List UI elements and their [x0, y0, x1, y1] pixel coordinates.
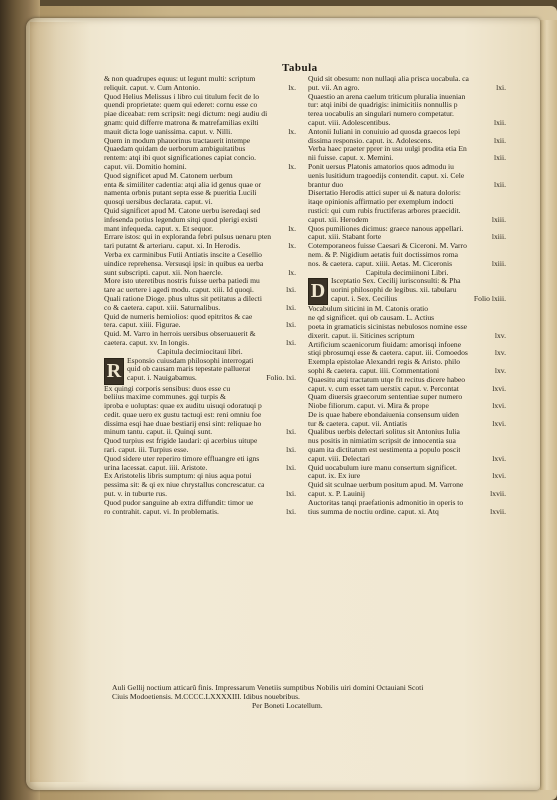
- folio-reference: lx.: [288, 162, 296, 171]
- entry-text: Quam diuersis graecorum sententiae super numero: [308, 393, 463, 402]
- entry-text: uorini philosophi de legibus. xii. tabularu: [331, 286, 457, 295]
- page-stack-edge: [540, 20, 557, 790]
- entry-text: Isceptatio Sex. Cecilij iurisconsulti: & Pha: [331, 277, 461, 286]
- folio-reference: lxi.: [286, 446, 296, 455]
- entry-text: quid ob causam maris tepestate palluerat: [127, 365, 251, 374]
- index-entry-line: [104, 277, 296, 286]
- entry-text: Quid. M. Varro in herrois uersibus obseruauerit &: [104, 330, 256, 339]
- index-entry-line: [308, 376, 506, 385]
- entry-text: Vocabulum siticini in M. Catonis oratio: [308, 305, 429, 314]
- index-entry-line: [104, 128, 296, 137]
- entry-text: Disertatio Herodis attici super ui & natura doloris:: [308, 189, 461, 198]
- index-entry-line: [104, 260, 296, 269]
- index-entry-line: [104, 286, 296, 295]
- index-entry-line: [308, 145, 506, 154]
- index-entry-line: [308, 393, 506, 402]
- index-entry-line: [308, 481, 506, 490]
- index-entry-line: [104, 110, 296, 119]
- folio-reference: lxi.: [286, 428, 296, 437]
- entry-text: gnam: quid differre matrona & matrefamilias exilti: [104, 118, 259, 127]
- entry-text: Quos pumiliones dicimus: graece nanous appellari.: [308, 224, 464, 233]
- index-entry-line: [104, 93, 296, 102]
- entry-text: infesenda potius legendum sitqi quod plerigi existi: [104, 215, 258, 224]
- index-entry-line: [104, 304, 296, 313]
- index-entry-line: [104, 464, 296, 473]
- index-entry-line: [308, 455, 506, 464]
- entry-text: reliquit. caput. v. Cum Antonio.: [104, 83, 201, 92]
- folio-reference: lxiii.: [491, 215, 506, 224]
- entry-text: Quid uocabulum iure manu consertum significet.: [308, 463, 457, 472]
- entry-text: nus positis in nimiatim scripsit de innocentia sua: [308, 437, 456, 446]
- entry-text: Qualibus uerbis delectari solitus sit Antonius Iulia: [308, 428, 460, 437]
- entry-text: Errare istos: qui in exploranda febri pulsus uenaru pten: [104, 233, 272, 242]
- index-entry-line: [104, 446, 296, 455]
- entry-text: rustici: qui cum rubis fructiferas arbores praecidit.: [308, 206, 461, 215]
- index-entry-line: [104, 481, 296, 490]
- index-entry-line: [104, 490, 296, 499]
- index-entry-line: [104, 233, 296, 242]
- entry-text: rentem: atqi ibi quot significationes capiat concio.: [104, 154, 257, 163]
- folio-reference: lxvi.: [492, 454, 506, 463]
- entry-text: Quaestio an arena caelum triticum pluralia inuenian: [308, 92, 466, 101]
- index-entry-line: [127, 357, 296, 366]
- folio-reference: lxii.: [493, 180, 506, 189]
- folio-reference: lxii.: [493, 118, 506, 127]
- entry-text: caput. x. P. Lauinij: [308, 490, 365, 499]
- entry-text: beliius maxime communes. gqi turpis &: [104, 393, 226, 402]
- index-entry-line: [308, 411, 506, 420]
- index-entry-line: [308, 163, 506, 172]
- entry-text: tari putatnt & arteriaru. caput. xi. In Herodis.: [104, 242, 241, 251]
- entry-text: quam ita dictitatum est uestimenta a populo poscit: [308, 446, 461, 455]
- folio-reference: lxii.: [493, 154, 506, 163]
- folio-reference: lx.: [288, 127, 296, 136]
- entry-text: quendi proprietate: quem qui ederet: cornu esse co: [104, 101, 258, 110]
- initial-block: [308, 277, 506, 305]
- index-entry-line: [104, 269, 296, 278]
- index-entry-line: [308, 93, 506, 102]
- index-entry-line: [308, 323, 506, 332]
- entry-text: caput. xii. Herodem: [308, 215, 369, 224]
- entry-text: ne qd significet. qui ob causam. L. Actius: [308, 314, 435, 323]
- index-entry-line: [331, 286, 506, 295]
- index-entry-line: [308, 110, 506, 119]
- index-entry-line: [104, 508, 296, 517]
- index-entry-line: [104, 402, 296, 411]
- index-entry-line: [308, 332, 506, 341]
- index-entry-line: [308, 101, 506, 110]
- entry-text: tare ac uertere i agedi modu. caput. xiii. Id quoqi.: [104, 286, 254, 295]
- folio-reference: lxi.: [286, 338, 296, 347]
- folio-reference: lxi.: [286, 321, 296, 330]
- index-entry-line: [104, 225, 296, 234]
- index-entry-line: [308, 402, 506, 411]
- index-entry-line: [104, 242, 296, 251]
- entry-text: brantur duo: [308, 180, 344, 189]
- entry-text: tera. caput. xiiii. Figurae.: [104, 321, 181, 330]
- entry-text: mauit dicta loge uanissima. caput. v. Nilli.: [104, 127, 233, 136]
- colophon-line: Auli Gellij noctium atticarũ finis. Impressarum Venetiis sumptibus Nobilis uiri domini Octauiani Scoti: [112, 683, 424, 692]
- entry-text: Capitula decimiinoni Libri.: [365, 268, 449, 277]
- index-entry-line: [308, 314, 506, 323]
- index-entry-line: [308, 472, 506, 481]
- entry-text: Quod significet apud M. Catonem uerbum: [104, 171, 233, 180]
- decorated-initial: R: [104, 358, 124, 385]
- index-entry-line: [104, 216, 296, 225]
- index-entry-line: [308, 385, 506, 394]
- folio-reference: lx.: [288, 224, 296, 233]
- initial-block: [104, 357, 296, 385]
- index-entry-line: [104, 145, 296, 154]
- index-entry-line: [308, 367, 506, 376]
- index-entry-line: [104, 207, 296, 216]
- index-entry-line: [104, 181, 296, 190]
- folio-reference: lxvi.: [492, 472, 506, 481]
- colophon-line: Per Boneti Locatellum.: [252, 701, 323, 710]
- entry-text: co & caetera. caput. xiii. Saturnalibus.: [104, 303, 221, 312]
- folio-reference: lxv.: [494, 331, 506, 340]
- entry-text: nos. & caetera. caput. xiiii. Aetas. M. Ciceronis: [308, 259, 453, 268]
- entry-text: put. vii. An agro.: [308, 83, 360, 92]
- entry-text: caput. i. Sex. Cecilius: [331, 294, 398, 303]
- entry-text: mant infequeda. caput. x. Et sequor.: [104, 224, 214, 233]
- index-entry-line: [308, 260, 506, 269]
- entry-text: Ex quingi corporis sensibus: duos esse cu: [104, 384, 231, 393]
- folio-reference: lx.: [288, 242, 296, 251]
- entry-text: Quid significet apud M. Catone uerbu iseredaqi sed: [104, 206, 261, 215]
- folio-reference: lxi.: [286, 463, 296, 472]
- entry-text: Quem in modum phauorinus tractauerit intempe: [104, 136, 251, 145]
- index-entry-line: [308, 420, 506, 429]
- entry-text: tur: atqi inibi de quadrigis: inimicitiis nonnullis p: [308, 101, 458, 110]
- folio-reference: lxi.: [286, 303, 296, 312]
- index-entry-line: [308, 84, 506, 93]
- entry-text: More isto uteretibus nostris fuisse uerba patiedi mu: [104, 277, 260, 286]
- index-entry-line: [308, 128, 506, 137]
- index-entry-line: [308, 216, 506, 225]
- section-heading: [308, 269, 506, 278]
- entry-text: caput. xiii. Stabant forte: [308, 233, 382, 242]
- entry-text: uenis lusitidum tragoedijs contendit. caput. xi. Cele: [308, 171, 465, 180]
- index-entry-line: [308, 305, 506, 314]
- folio-reference: lxi.: [496, 83, 506, 92]
- index-entry-line: [104, 172, 296, 181]
- entry-text: Quaesitu atqi tractatum utqe fit recitus dicere habeo: [308, 375, 466, 384]
- colophon: [112, 683, 512, 710]
- folio-reference: lxvi.: [492, 419, 506, 428]
- index-entry-line: [104, 330, 296, 339]
- entry-text: ro contrahit. caput. vi. In problematis.: [104, 507, 219, 516]
- entry-text: Quaedam quidam de uerborum ambiguitatibus: [104, 145, 246, 154]
- index-entry-line: [104, 420, 296, 429]
- entry-text: caput. viii. Adolescentibus.: [308, 118, 391, 127]
- entry-text: tius summa de noctiu ordine. caput. xi. Atq: [308, 507, 439, 516]
- folio-reference: lxv.: [494, 366, 506, 375]
- page-title: Tabula: [282, 62, 318, 74]
- index-entry-line: [308, 358, 506, 367]
- index-entry-line: [104, 137, 296, 146]
- folio-reference: Folio. lxi.: [266, 374, 296, 383]
- entry-text: Quod pudor sanguine ab extra diffundit: timor ue: [104, 498, 254, 507]
- index-entry-line: [308, 233, 506, 242]
- entry-text: Quod sidere uter reperiro timore effluangre eti igns: [104, 454, 260, 463]
- folio-reference: lxi.: [286, 507, 296, 516]
- left-column: [104, 75, 296, 516]
- index-entry-line: [104, 101, 296, 110]
- entry-text: urina lacessat. caput. iiii. Aristote.: [104, 463, 208, 472]
- folio-reference: lxvii.: [490, 490, 506, 499]
- index-entry-line: [308, 172, 506, 181]
- entry-text: Exempla epistolae Alexandri regis & Aristo. philo: [308, 358, 461, 367]
- entry-text: sophi & caetera. caput. iiii. Commentationi: [308, 366, 440, 375]
- index-entry-line: [308, 198, 506, 207]
- entry-text: namenta orbnis putant septa esse & pueritia Lucili: [104, 189, 257, 198]
- index-entry-line: [104, 154, 296, 163]
- index-entry-line: [308, 464, 506, 473]
- colophon-line: Ciuis Modoetiensis. M.CCCC.LXXXXIII. Idibus nouebribus.: [112, 692, 300, 701]
- entry-text: pessima sit: & qi ex niue chrystallus concrescatur. ca: [104, 481, 265, 490]
- entry-text: dissima responsio. caput. ix. Adolescens.: [308, 136, 433, 145]
- index-entry-line: [308, 189, 506, 198]
- entry-text: itaqe opinionis affirmatio per exemplum indocti: [308, 198, 454, 207]
- entry-text: caput. v. cum esset tam uerstix caput. v. Percontat: [308, 384, 459, 393]
- entry-text: Esponsio cuiusdam philosophi interrogati: [127, 356, 254, 365]
- index-entry-line: [308, 181, 506, 190]
- entry-text: De is quae habere ebondaiuenia consensum uiden: [308, 410, 459, 419]
- folio-reference: lxvi.: [492, 402, 506, 411]
- index-entry-line: [104, 84, 296, 93]
- entry-text: caput. i. Nauigabamus.: [127, 374, 197, 383]
- entry-text: dixerit. caput. ii. Siticines scriptum: [308, 331, 415, 340]
- index-entry-line: [104, 189, 296, 198]
- index-entry-line: [308, 137, 506, 146]
- index-entry-line: [308, 207, 506, 216]
- index-entry-line: [104, 437, 296, 446]
- entry-text: Cotemporaneos fuisse Caesari & Ciceroni. M. Varro: [308, 242, 467, 251]
- index-entry-line: [331, 295, 506, 304]
- folio-reference: lxiii.: [491, 233, 506, 242]
- entry-text: enta & simiiliter cadentia: atqi alia id genus quae or: [104, 180, 262, 189]
- entry-text: put. v. in tuburte rus.: [104, 490, 167, 499]
- index-entry-line: [127, 374, 296, 383]
- index-entry-line: [308, 341, 506, 350]
- folio-reference: lx.: [288, 83, 296, 92]
- index-entry-line: [308, 154, 506, 163]
- index-entry-line: [308, 119, 506, 128]
- index-entry-line: [308, 446, 506, 455]
- entry-text: Capitula decimiocitaui libri.: [157, 347, 243, 356]
- entry-text: Antonii Iuliani in conuiuio ad quosda graecos lepi: [308, 127, 461, 136]
- entry-text: rari. caput. iii. Turpius esse.: [104, 446, 189, 455]
- decorated-initial: D: [308, 278, 328, 305]
- index-entry-line: [308, 499, 506, 508]
- entry-text: Verba ex carminibus Futii Antiatis inscite a Cesellio: [104, 250, 262, 259]
- entry-text: Niobe filiorum. caput. vi. Mira & prope: [308, 402, 429, 411]
- index-entry-line: [104, 75, 296, 84]
- entry-text: minum tantu. caput. ii. Quinqi sunt.: [104, 428, 213, 437]
- folio-reference: lx.: [288, 268, 296, 277]
- index-entry-line: [104, 119, 296, 128]
- right-column: [308, 75, 506, 516]
- index-entry-line: [308, 251, 506, 260]
- entry-text: nem. & P. Nigidium aetatis fuit doctissimos roma: [308, 250, 458, 259]
- entry-text: uindice reprehensa. Versusqi ipsi: in quibus ea uerba: [104, 259, 264, 268]
- folio-reference: lxvii.: [490, 507, 506, 516]
- entry-text: Quod Helius Melissus i libro cui titulum fecit de lo: [104, 92, 260, 101]
- folio-reference: lxi.: [286, 490, 296, 499]
- entry-text: Quid de numeris hemiolios: quod epitritos & cae: [104, 312, 253, 321]
- entry-text: Quod turpius est frigide laudari: qi acerbius uitupe: [104, 437, 258, 446]
- index-entry-line: [104, 321, 296, 330]
- entry-text: stiqi pbrosumqi esse & caetera. caput. iii. Comoedos: [308, 349, 468, 358]
- index-entry-line: [308, 437, 506, 446]
- index-entry-line: [104, 339, 296, 348]
- index-entry-line: [104, 472, 296, 481]
- folio-reference: lxi.: [286, 286, 296, 295]
- index-entry-line: [308, 508, 506, 517]
- entry-text: Artificium scaenicorum fiuidam: amorisqi infoene: [308, 340, 462, 349]
- folio-reference: lxv.: [494, 349, 506, 358]
- index-entry-line: [331, 277, 506, 286]
- index-entry-line: [104, 163, 296, 172]
- initial-lines: [331, 277, 506, 303]
- entry-text: Ex Aristotelis libris sumptum: qi nius aqua potui: [104, 472, 252, 481]
- folio-reference: lxiii.: [491, 259, 506, 268]
- index-entry-line: [308, 490, 506, 499]
- index-entry-line: [104, 393, 296, 402]
- entry-text: Verba haec praeter pprer in usu uulgi prodita etia En: [308, 145, 467, 154]
- index-entry-line: [104, 455, 296, 464]
- index-entry-line: [308, 242, 506, 251]
- entry-text: terea uocabulis an singulari numero competatur.: [308, 110, 454, 119]
- folio-reference: lxii.: [493, 136, 506, 145]
- initial-lines: [127, 357, 296, 383]
- index-entry-line: [104, 428, 296, 437]
- entry-text: poeta in gramaticis sicinistas nebulosos nomine esse: [308, 322, 468, 331]
- entry-text: tur & caetera. caput. vii. Antiatis: [308, 419, 408, 428]
- index-entry-line: [104, 251, 296, 260]
- section-heading: [104, 348, 296, 357]
- entry-text: caetera. caput. xv. In longis.: [104, 338, 190, 347]
- index-entry-line: [308, 75, 506, 84]
- entry-text: Auctoritas tanqi praefationis admonitio in operis to: [308, 498, 464, 507]
- entry-text: quosqi uersibus declarata. caput. vi.: [104, 198, 213, 207]
- entry-text: & non quadrupes equus: ut legunt multi: scriptum: [104, 75, 256, 83]
- entry-text: iproba e uoluptas: quae ex auditu uisuqi odoratuqi p: [104, 402, 262, 411]
- entry-text: caput. vii. Domitio homini.: [104, 162, 187, 171]
- index-entry-line: [308, 225, 506, 234]
- entry-text: caput. viii. Delectari: [308, 454, 370, 463]
- index-entry-line: [104, 313, 296, 322]
- entry-text: Quid sit obesum: non nullaqi alia prisca uocabula. ca: [308, 75, 469, 83]
- index-entry-line: [127, 365, 296, 374]
- entry-text: Ponit uersus Platonis amatorios quos admodu iu: [308, 162, 454, 171]
- entry-text: dissima esqi hae duae bestiarij ensi sint: reliquae ho: [104, 419, 262, 428]
- index-entry-line: [104, 385, 296, 394]
- index-entry-line: [308, 349, 506, 358]
- entry-text: caput. ix. Ex iure: [308, 472, 361, 481]
- index-entry-line: [104, 499, 296, 508]
- index-entry-line: [104, 295, 296, 304]
- entry-text: Quali ratione Dioge. phus ultus sit petitatus a dilecti: [104, 294, 262, 303]
- entry-text: cedit. quae uero ex gustu tactuqi est: reni omniu foe: [104, 410, 262, 419]
- entry-text: nii fuisse. caput. x. Memini.: [308, 154, 394, 163]
- folio-reference: lxvi.: [492, 384, 506, 393]
- index-entry-line: [104, 411, 296, 420]
- index-entry-line: [104, 198, 296, 207]
- entry-text: Quid sit sculnae uerbum positum apud. M. Varrone: [308, 481, 464, 490]
- entry-text: piae diceabat: rem scripsit: negi dictum: negi audiu di: [104, 110, 268, 119]
- entry-text: sunt subscripti. caput. xii. Non haercle.: [104, 268, 223, 277]
- index-entry-line: [308, 428, 506, 437]
- folio-reference: Folio lxiii.: [473, 294, 506, 303]
